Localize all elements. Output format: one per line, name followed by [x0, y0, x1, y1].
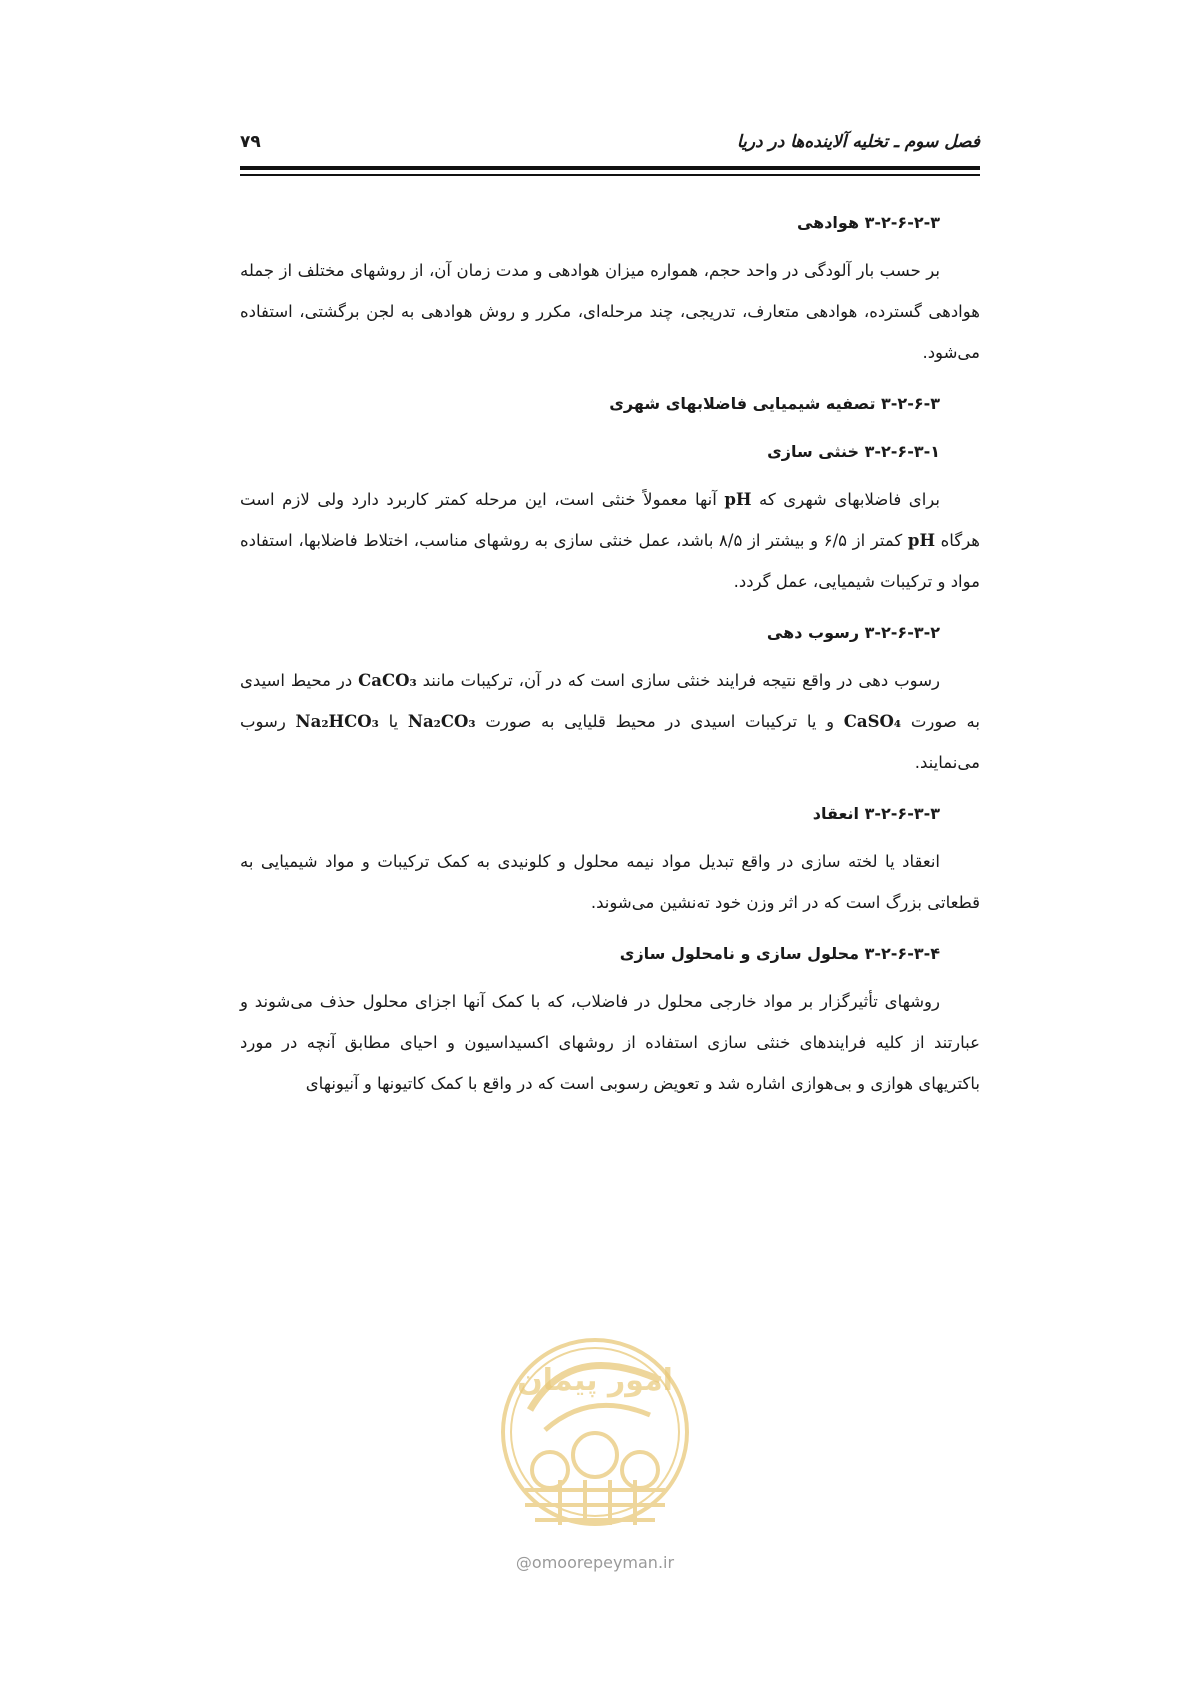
- chapter-title: فصل سوم ـ تخلیه آلاینده‌ها در دریا: [736, 132, 980, 152]
- paragraph-solubilization: روشهای تأثیرگزار بر مواد خارجی محلول در فاضلاب، که با کمک آنها اجزای محلول حذف می‌شوند و عبارتند از کلیه فرایندهای خنثی سازی استفاده از روشهای اکسیداسیون و احیای مطابق آنچه در مورد باکتریهای هوازی و بی‌هوازی اشاره شد و تعویض رسوبی است که در واقع با کمک کاتیونها و آنیونهای: [240, 992, 980, 1093]
- text-run: در محیط اسیدی به صورت: [240, 671, 980, 731]
- chemical-formula: Na₂HCO₃: [295, 712, 379, 731]
- text-run: رسوب می‌نمایند.: [240, 712, 980, 772]
- chemical-formula: Na₂CO₃: [407, 712, 476, 731]
- section-heading-aeration: ۳-۲-۶-۲-۳ هوادهی: [796, 213, 940, 232]
- chemical-formula: CaCO₃: [358, 671, 417, 690]
- ph-term: pH: [724, 490, 752, 509]
- page-number: ۷۹: [240, 132, 261, 152]
- section-heading-chemical-treatment: ۳-۲-۶-۳ تصفیه شیمیایی فاضلابهای شهری: [609, 394, 940, 413]
- header-rule-thin: [240, 174, 980, 176]
- watermark-logo-text: امور پیمان: [517, 1363, 673, 1398]
- page-body: [240, 206, 980, 1118]
- text-run: یا: [378, 712, 408, 731]
- section-heading-coagulation: ۳-۲-۶-۳-۳ انعقاد: [812, 804, 940, 823]
- text-run: آنها معمولاً خنثی است، این مرحله کمتر کاربرد دارد ولی لازم است هرگاه: [240, 490, 980, 550]
- chemical-formula: CaSO₄: [843, 712, 902, 731]
- paragraph-precipitation: [240, 660, 980, 783]
- section-heading-neutralization: ۳-۲-۶-۳-۱ خنثی سازی: [767, 442, 940, 461]
- section-heading-solubilization: ۳-۲-۶-۳-۴ محلول سازی و نامحلول سازی: [619, 944, 940, 963]
- paragraph-neutralization: [240, 479, 980, 602]
- watermark-caption: @omoorepeyman.ir: [515, 1553, 675, 1572]
- page-header: [240, 128, 980, 160]
- header-rule-thick: [240, 166, 980, 170]
- paragraph-aeration: بر حسب بار آلودگی در واحد حجم، همواره میزان هوادهی و مدت زمان آن، از روشهای مختلف از جمله هوادهی گسترده، هوادهی متعارف، تدریجی، چند مرحله‌ای، مکرر و روش هوادهی به لجن برگشتی، استفاده می‌شود.: [240, 261, 980, 362]
- text-run: برای فاضلابهای شهری که: [751, 490, 940, 509]
- text-run: رسوب دهی در واقع نتیجه فرایند خنثی سازی است که در آن، ترکیبات مانند: [416, 671, 940, 690]
- text-run: و یا ترکیبات اسیدی در محیط قلیایی به صورت: [475, 712, 844, 731]
- text-run: کمتر از ۶/۵ و بیشتر از ۸/۵ باشد، عمل خنثی سازی به روشهای مناسب، اختلاط فاضلابها، استفاده مواد و ترکیبات شیمیایی، عمل گردد.: [240, 531, 980, 591]
- ph-term: pH: [907, 531, 936, 550]
- paragraph-coagulation: انعقاد یا لخته سازی در واقع تبدیل مواد نیمه محلول و کلونیدی به کمک ترکیبات و مواد شیمیایی به قطعاتی بزرگ است که در اثر وزن خود ته‌نشین می‌شوند.: [240, 852, 980, 912]
- watermark-logo: [490, 1320, 700, 1550]
- section-heading-precipitation: ۳-۲-۶-۳-۲ رسوب دهی: [766, 623, 940, 642]
